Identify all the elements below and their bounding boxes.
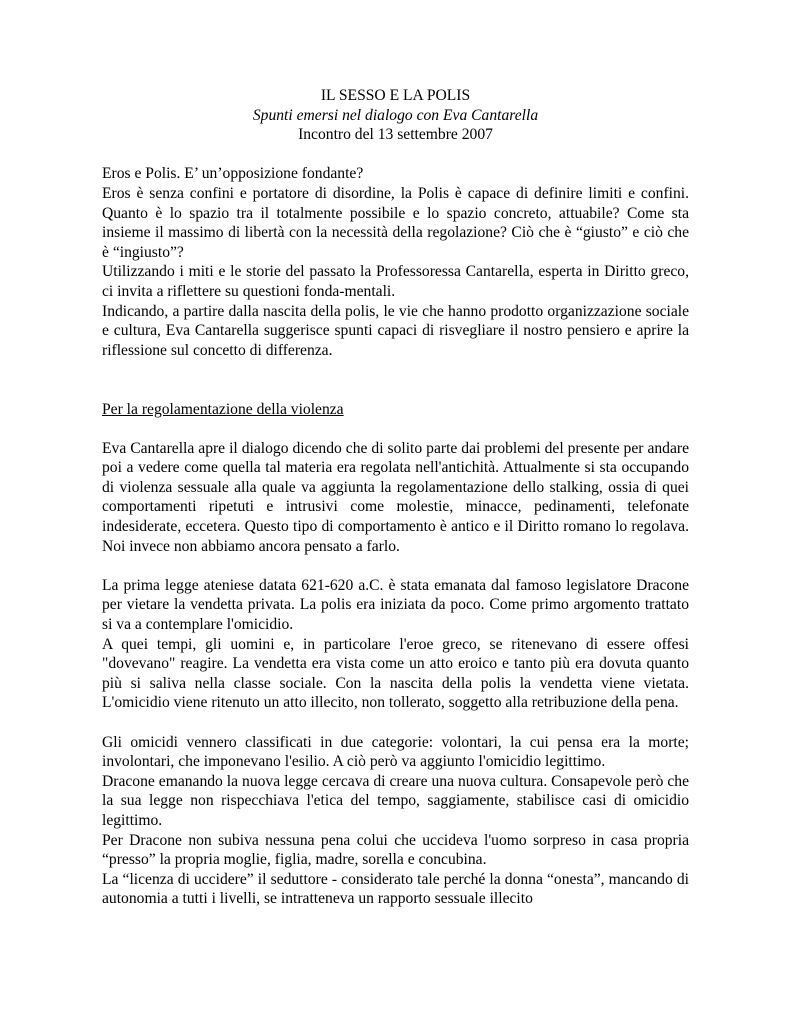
document-date-line: Incontro del 13 settembre 2007 [298,126,493,144]
document-page [102,86,689,909]
body-paragraph: Per Dracone non subiva nessuna pena colui che uccideva l'uomo sorpreso in casa propria “presso” la propria moglie, figlia, madre, sorella e concubina. [102,831,689,869]
body-paragraph: La “licenza di uccidere” il seduttore - considerato tale perché la donna “onesta”, mancando di autonomia a tutti i livelli, se intratteneva un rapporto sessuale illecito [102,870,689,908]
body-paragraph: Gli omicidi vennero classificati in due categorie: volontari, la cui pensa era la morte; involontari, che imponevano l'esilio. A ciò però va aggiunto l'omicidio legittimo. [102,733,689,771]
body-paragraph: A quei tempi, gli uomini e, in particolare l'eroe greco, se ritenevano di essere offesi "dovevano" reagire. La vendetta era vista come un atto eroico e tanto più era dovuta quanto più si saliva nella classe sociale. Con la nascita della polis la vendetta viene vietata. L'omicidio viene ritenuto un atto illecito, non tollerato, soggetto alla retribuzione della pena. [102,635,689,712]
document-header [102,86,689,145]
intro-paragraph: Indicando, a partire dalla nascita della polis, le vie che hanno prodotto organizzazione sociale e cultura, Eva Cantarella suggerisce spunti capaci di risvegliare il nostro pensiero e aprire la riflessione sul concetto di differenza. [102,302,689,359]
body-block-2 [102,576,689,713]
intro-paragraph: Eros è senza confini e portatore di disordine, la Polis è capace di definire limiti e confini. Quanto è lo spazio tra il totalmente possibile e lo spazio concreto, attuabile? Come sta insieme il massimo di libertà con la necessità della regolazione? Ciò che è “giusto” e ciò che è “ingiusto”? [102,184,689,261]
section-heading: Per la regolamentazione della violenza [102,400,344,418]
document-subtitle: Spunti emersi nel dialogo con Eva Cantarella [252,106,539,124]
intro-paragraph: Eros e Polis. E’ un’opposizione fondante? [102,165,364,183]
body-paragraph: La prima legge ateniese datata 621-620 a.C. è stata emanata dal famoso legislatore Dracone per vietare la vendetta privata. La polis era iniziata da poco. Come primo argomento trattato si va a contemplare l'omicidio. [102,576,689,634]
body-paragraph: Eva Cantarella apre il dialogo dicendo che di solito parte dai problemi del presente per andare poi a vedere come quella tal materia era regolata nell'antichità. Attualmente si sta occupando di violenza sessuale alla quale va aggiunta la regolamentazione dello stalking, ossia di quei comportamenti ripetuti e intrusivi come molestie, minacce, pedinamenti, telefonate indesiderate, eccetera. Questo tipo di comportamento è antico e il Diritto romano lo regolava. Noi invece non abbiamo ancora pensato a farlo. [102,439,689,555]
body-block-1 [102,439,689,557]
intro-paragraph: Utilizzando i miti e le storie del passato la Professoressa Cantarella, esperta in Diritto greco, ci invita a riflettere su questioni fonda-mentali. [102,263,689,300]
body-paragraph: Dracone emanando la nuova legge cercava di creare una nuova cultura. Consapevole però che la sua legge non rispecchiava l'etica del tempo, saggiamente, stabilisce casi di omicidio legittimo. [102,772,689,829]
body-block-3 [102,733,689,909]
document-title: IL SESSO E LA POLIS [320,87,471,104]
intro-block [102,164,689,360]
